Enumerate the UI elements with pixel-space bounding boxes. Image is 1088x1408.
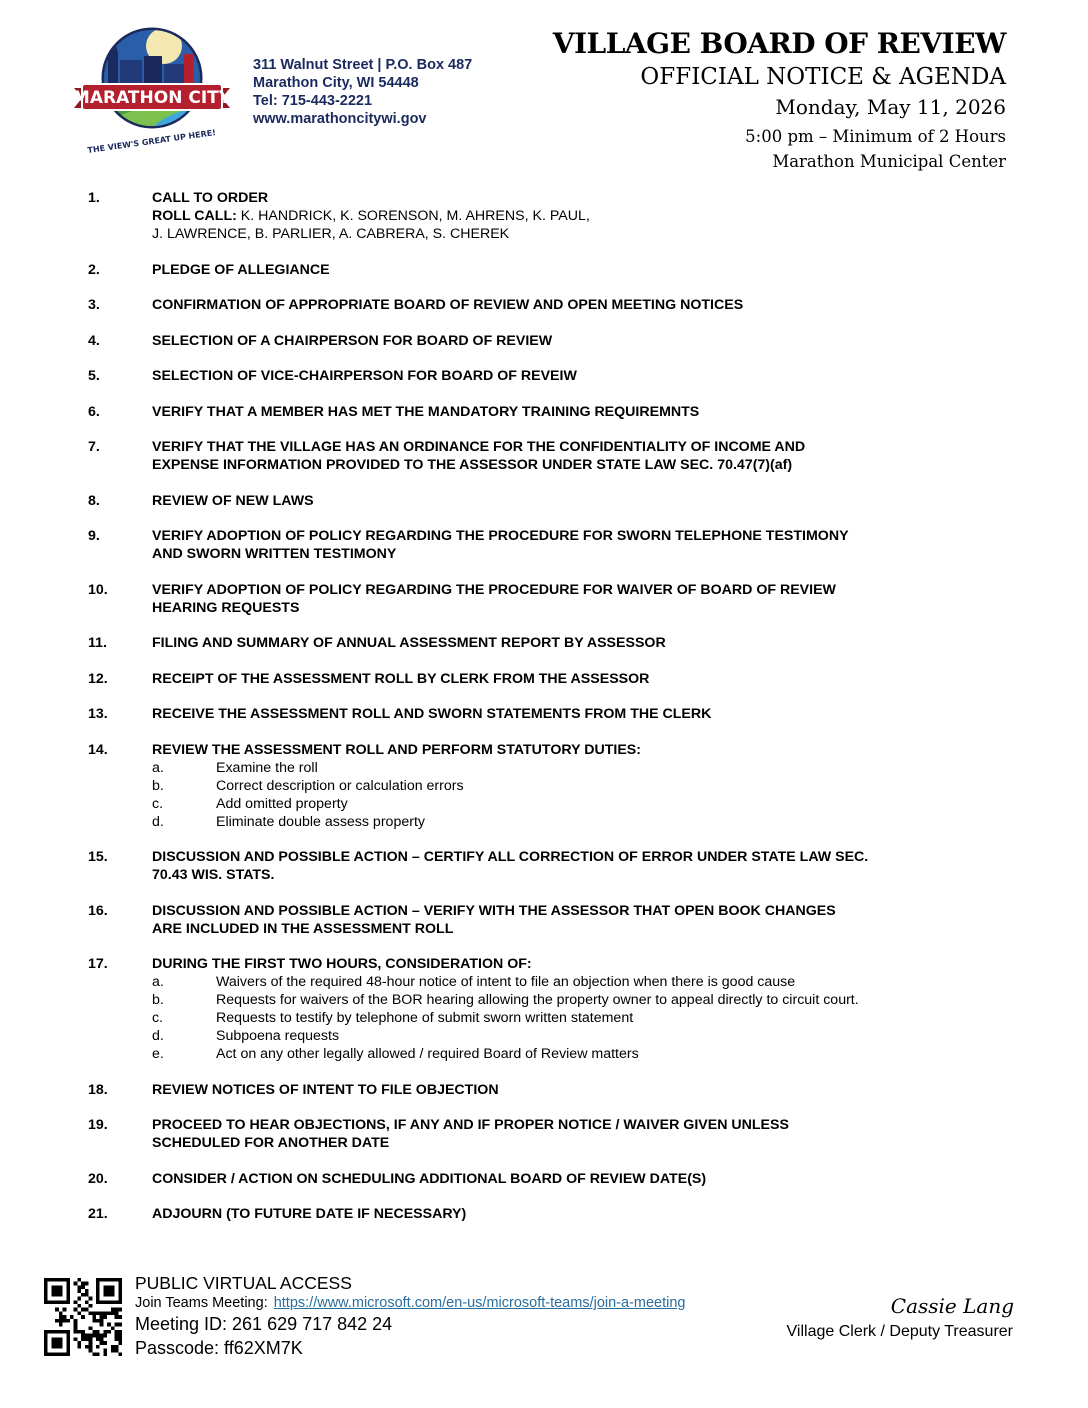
agenda-item-number: 9. — [88, 528, 100, 544]
subitem-letter: d. — [152, 1028, 164, 1044]
agenda-item-text: PLEDGE OF ALLEGIANCE — [152, 261, 330, 278]
marathon-city-logo — [72, 26, 242, 156]
agenda-item — [88, 367, 988, 385]
agenda-item-text: DURING THE FIRST TWO HOURS, CONSIDERATION OF: — [152, 956, 532, 972]
agenda-subitem — [152, 1045, 988, 1063]
agenda-item-number: 20. — [88, 1170, 108, 1187]
agenda-item-text: HEARING REQUESTS — [152, 599, 300, 616]
agenda-item-text: SCHEDULED FOR ANOTHER DATE — [152, 1135, 390, 1151]
passcode: Passcode: ff62XM7K — [135, 1338, 303, 1358]
agenda-item — [88, 955, 988, 1063]
contact-block — [253, 56, 472, 128]
agenda-item-text: CONSIDER / ACTION ON SCHEDULING ADDITIONAL BOARD OF REVIEW DATE(S) — [152, 1170, 707, 1187]
agenda-item-text: ARE INCLUDED IN THE ASSESSMENT ROLL — [152, 920, 454, 937]
subitem-text: Subpoena requests — [216, 1028, 340, 1044]
join-meeting-line — [135, 1294, 685, 1312]
agenda-item — [88, 1081, 988, 1099]
logo-name: MARATHON CITY — [72, 88, 232, 108]
page-subtitle: OFFICIAL NOTICE & AGENDA — [640, 64, 1006, 90]
agenda-item — [88, 902, 988, 938]
agenda-item-text: VERIFY ADOPTION OF POLICY REGARDING THE PROCEDURE FOR WAIVER OF BOARD OF REVIEW — [152, 581, 836, 598]
agenda-item-text: CONFIRMATION OF APPROPRIATE BOARD OF REVIEW AND OPEN MEETING NOTICES — [152, 297, 744, 313]
agenda-item — [88, 527, 988, 563]
agenda-item-text: SELECTION OF A CHAIRPERSON FOR BOARD OF REVIEW — [152, 332, 553, 349]
agenda-item-number: 1. — [88, 190, 100, 206]
agenda-item — [88, 332, 988, 350]
subitem-letter: b. — [152, 992, 164, 1008]
agenda-item-number: 21. — [88, 1206, 108, 1222]
subitem-letter: c. — [152, 795, 164, 812]
agenda-item-number: 12. — [88, 670, 108, 687]
agenda-item-number: 15. — [88, 849, 108, 865]
website[interactable]: www.marathoncitywi.gov — [253, 111, 427, 127]
agenda-item-text: 70.43 WIS. STATS. — [152, 867, 275, 883]
agenda-item-number: 18. — [88, 1081, 108, 1098]
header-block — [553, 26, 1006, 174]
roll-call-names: J. LAWRENCE, B. PARLIER, A. CABRERA, S. CHEREK — [152, 226, 510, 242]
agenda-item-text: DISCUSSION AND POSSIBLE ACTION – VERIFY WITH THE ASSESSOR THAT OPEN BOOK CHANGES — [152, 902, 836, 919]
agenda-item — [88, 1116, 988, 1152]
agenda-item-number: 5. — [88, 368, 100, 384]
agenda-item-text: RECEIPT OF THE ASSESSMENT ROLL BY CLERK FROM THE ASSESSOR — [152, 670, 650, 687]
qr-code-icon[interactable] — [44, 1278, 122, 1356]
subitem-letter: d. — [152, 813, 164, 830]
agenda-subitem — [152, 1027, 988, 1045]
agenda-item-number: 6. — [88, 403, 100, 420]
signer-title: Village Clerk / Deputy Treasurer — [786, 1323, 1013, 1340]
agenda-item-text: DISCUSSION AND POSSIBLE ACTION – CERTIFY ALL CORRECTION OF ERROR UNDER STATE LAW SEC. — [152, 849, 869, 865]
meeting-location: Marathon Municipal Center — [772, 152, 1006, 171]
roll-call-line — [152, 207, 988, 225]
subitem-text: Act on any other legally allowed / required Board of Review matters — [216, 1046, 639, 1062]
agenda-item — [88, 705, 988, 723]
subitem-letter: c. — [152, 1010, 164, 1026]
page-title: VILLAGE BOARD OF REVIEW — [552, 27, 1006, 60]
street-address: 311 Walnut Street | P.O. Box 487 — [253, 57, 473, 73]
agenda-item — [88, 403, 988, 421]
subitem-letter: a. — [152, 759, 164, 776]
agenda-item — [88, 634, 988, 652]
subitem-text: Add omitted property — [216, 795, 348, 812]
agenda-item — [88, 438, 988, 474]
agenda-item — [88, 189, 988, 243]
agenda-subitem — [152, 973, 988, 991]
agenda-subitem — [152, 759, 988, 777]
city-state-zip: Marathon City, WI 54448 — [253, 75, 419, 91]
agenda-item-number: 19. — [88, 1117, 108, 1133]
agenda-item-number: 13. — [88, 706, 108, 722]
agenda-item-text: SELECTION OF VICE-CHAIRPERSON FOR BOARD OF REVEIW — [152, 368, 577, 384]
meeting-id: Meeting ID: 261 629 717 842 24 — [135, 1314, 393, 1334]
teams-meeting-link[interactable]: https://www.microsoft.com/en-us/microsoft-teams/join-a-meeting — [273, 1295, 686, 1311]
svg-text:THE VIEW'S GREAT UP HERE!: THE VIEW'S GREAT UP HERE! — [86, 128, 217, 155]
meeting-time: 5:00 pm – Minimum of 2 Hours — [745, 127, 1006, 146]
agenda-subitem — [152, 795, 988, 813]
agenda-subitem — [152, 991, 988, 1009]
agenda-item — [88, 741, 988, 831]
agenda-item-text: AND SWORN WRITTEN TESTIMONY — [152, 546, 397, 562]
agenda-item-text: PROCEED TO HEAR OBJECTIONS, IF ANY AND IF PROPER NOTICE / WAIVER GIVEN UNLESS — [152, 1117, 789, 1133]
agenda-item — [88, 848, 988, 884]
agenda-item-number: 8. — [88, 492, 100, 509]
agenda-item-text: CALL TO ORDER — [152, 190, 269, 206]
agenda-item-text: FILING AND SUMMARY OF ANNUAL ASSESSMENT REPORT BY ASSESSOR — [152, 635, 666, 651]
agenda-subitem — [152, 1009, 988, 1027]
agenda-item-number: 10. — [88, 581, 108, 598]
subitem-text: Examine the roll — [216, 759, 318, 776]
agenda-item-number: 14. — [88, 741, 108, 758]
agenda-item — [88, 1205, 988, 1223]
agenda-item — [88, 296, 988, 314]
subitem-text: Correct description or calculation errors — [216, 777, 464, 794]
agenda-item-text: ADJOURN (TO FUTURE DATE IF NECESSARY) — [152, 1206, 467, 1222]
agenda-item-number: 7. — [88, 439, 100, 455]
agenda-item-number: 11. — [88, 635, 107, 651]
agenda-item — [88, 492, 988, 510]
agenda-item — [88, 1170, 988, 1188]
agenda-item-text: REVIEW OF NEW LAWS — [152, 492, 314, 509]
agenda-item-number: 3. — [88, 297, 100, 313]
roll-call-names: K. HANDRICK, K. SORENSON, M. AHRENS, K. PAUL, — [236, 208, 590, 224]
subitem-letter: a. — [152, 974, 164, 990]
agenda-subitem — [152, 777, 988, 795]
phone-number: Tel: 715-443-2221 — [253, 93, 373, 109]
subitem-text: Waivers of the required 48-hour notice of intent to file an objection when there is good cause — [216, 974, 796, 990]
agenda-item — [88, 581, 988, 617]
agenda-item-number: 17. — [88, 956, 108, 972]
agenda-item — [88, 670, 988, 688]
agenda-item-number: 4. — [88, 332, 100, 349]
subitem-letter: b. — [152, 777, 164, 794]
meeting-date: Monday, May 11, 2026 — [775, 95, 1006, 119]
agenda-item-text: REVIEW THE ASSESSMENT ROLL AND PERFORM STATUTORY DUTIES: — [152, 741, 641, 758]
signature: Cassie Lang — [890, 1294, 1014, 1318]
footer — [0, 1270, 1088, 1390]
virtual-access-heading: PUBLIC VIRTUAL ACCESS — [135, 1273, 352, 1293]
agenda-item-number: 2. — [88, 261, 100, 278]
agenda-item-text: REVIEW NOTICES OF INTENT TO FILE OBJECTION — [152, 1081, 499, 1098]
agenda-item-text: VERIFY THAT THE VILLAGE HAS AN ORDINANCE FOR THE CONFIDENTIALITY OF INCOME AND — [152, 439, 806, 455]
roll-call-label: ROLL CALL: — [152, 208, 237, 224]
agenda-item-number: 16. — [88, 902, 108, 919]
agenda-item-text: VERIFY ADOPTION OF POLICY REGARDING THE PROCEDURE FOR SWORN TELEPHONE TESTIMONY — [152, 528, 849, 544]
subitem-letter: e. — [152, 1046, 164, 1062]
agenda-item-text: VERIFY THAT A MEMBER HAS MET THE MANDATORY TRAINING REQUIREMNTS — [152, 403, 700, 420]
join-label: Join Teams Meeting: — [135, 1295, 268, 1311]
agenda-list — [88, 189, 988, 1241]
subitem-text: Eliminate double assess property — [216, 813, 425, 830]
agenda-item — [88, 261, 988, 279]
agenda-item-text: EXPENSE INFORMATION PROVIDED TO THE ASSESSOR UNDER STATE LAW SEC. 70.47(7)(af) — [152, 457, 793, 473]
subitem-text: Requests for waivers of the BOR hearing allowing the property owner to appeal directly to circuit court. — [216, 992, 859, 1008]
subitem-text: Requests to testify by telephone of submit sworn written statement — [216, 1010, 634, 1026]
agenda-subitem — [152, 813, 988, 831]
agenda-item-text: RECEIVE THE ASSESSMENT ROLL AND SWORN STATEMENTS FROM THE CLERK — [152, 706, 712, 722]
